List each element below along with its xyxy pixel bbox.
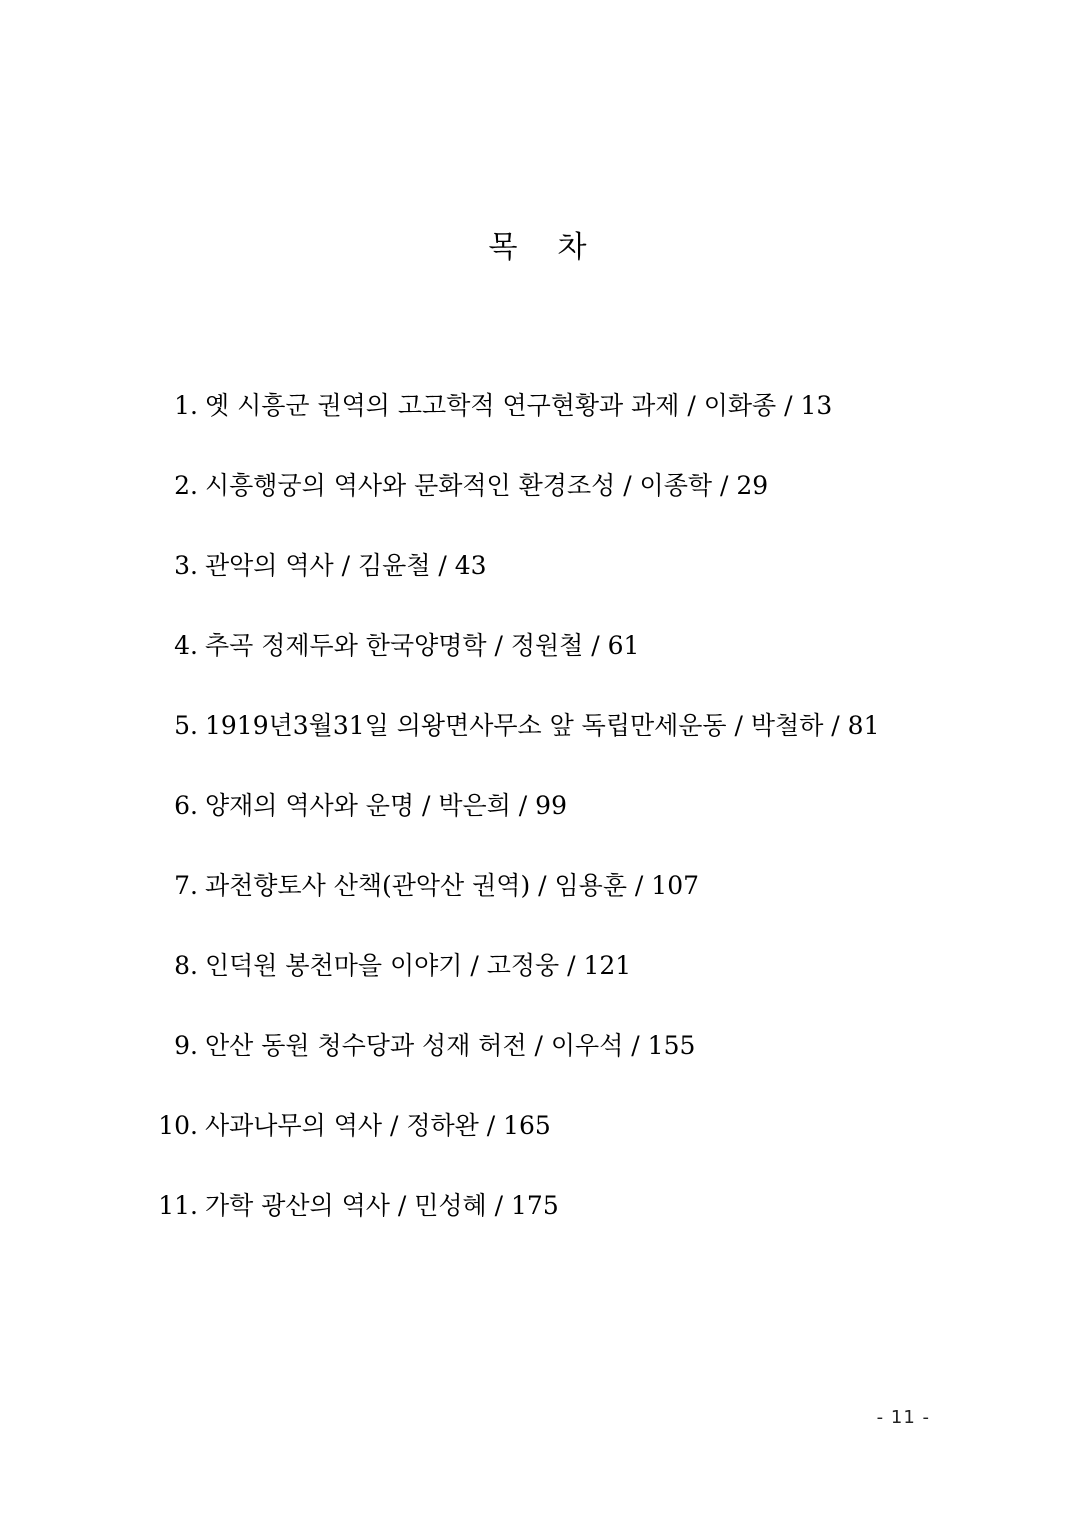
- toc-item: [0, 946, 1075, 1026]
- toc-item-text: 사과나무의 역사 / 정하완 / 165: [205, 1111, 551, 1140]
- toc-item-text: 1919년3월31일 의왕면사무소 앞 독립만세운동 / 박철하 / 81: [205, 711, 880, 740]
- toc-item-number: 3.: [174, 551, 198, 580]
- toc-item-text: 관악의 역사 / 김윤철 / 43: [205, 551, 487, 580]
- toc-item-text: 양재의 역사와 운명 / 박은희 / 99: [205, 791, 567, 820]
- toc-item-number: 8.: [174, 951, 198, 980]
- title-char-2: 차: [557, 230, 587, 265]
- toc-item-number: 1.: [174, 391, 198, 420]
- page-number: - 11 -: [876, 1407, 930, 1428]
- toc-item: [0, 626, 1075, 706]
- page-title: [0, 222, 1075, 266]
- toc-item: [0, 866, 1075, 946]
- toc-item-text: 가학 광산의 역사 / 민성혜 / 175: [205, 1191, 559, 1220]
- toc-item-text: 옛 시흥군 권역의 고고학적 연구현황과 과제 / 이화종 / 13: [205, 391, 833, 420]
- toc-item: [0, 546, 1075, 626]
- toc-item-text: 과천향토사 산책(관악산 권역) / 임용훈 / 107: [205, 871, 700, 900]
- toc-item: [0, 386, 1075, 466]
- toc-item: [0, 1186, 1075, 1266]
- toc-item: [0, 706, 1075, 786]
- toc-item-text: 시흥행궁의 역사와 문화적인 환경조성 / 이종학 / 29: [205, 471, 769, 500]
- toc-item-number: 5.: [174, 711, 198, 740]
- title-char-1: 목: [488, 230, 518, 265]
- toc-item-number: 11.: [158, 1191, 198, 1220]
- toc-item: [0, 466, 1075, 546]
- toc-item-text: 추곡 정제두와 한국양명학 / 정원철 / 61: [205, 631, 640, 660]
- toc-item-text: 안산 동원 청수당과 성재 허전 / 이우석 / 155: [205, 1031, 696, 1060]
- toc-item-text: 인덕원 봉천마을 이야기 / 고정웅 / 121: [205, 951, 632, 980]
- toc-item-number: 6.: [174, 791, 198, 820]
- toc-item-number: 2.: [174, 471, 198, 500]
- toc-item: [0, 1106, 1075, 1186]
- toc-item: [0, 1026, 1075, 1106]
- toc-item-number: 10.: [158, 1111, 198, 1140]
- toc-item-number: 7.: [174, 871, 198, 900]
- toc-item: [0, 786, 1075, 866]
- table-of-contents: [0, 386, 1075, 1266]
- toc-item-number: 9.: [174, 1031, 198, 1060]
- toc-item-number: 4.: [174, 631, 198, 660]
